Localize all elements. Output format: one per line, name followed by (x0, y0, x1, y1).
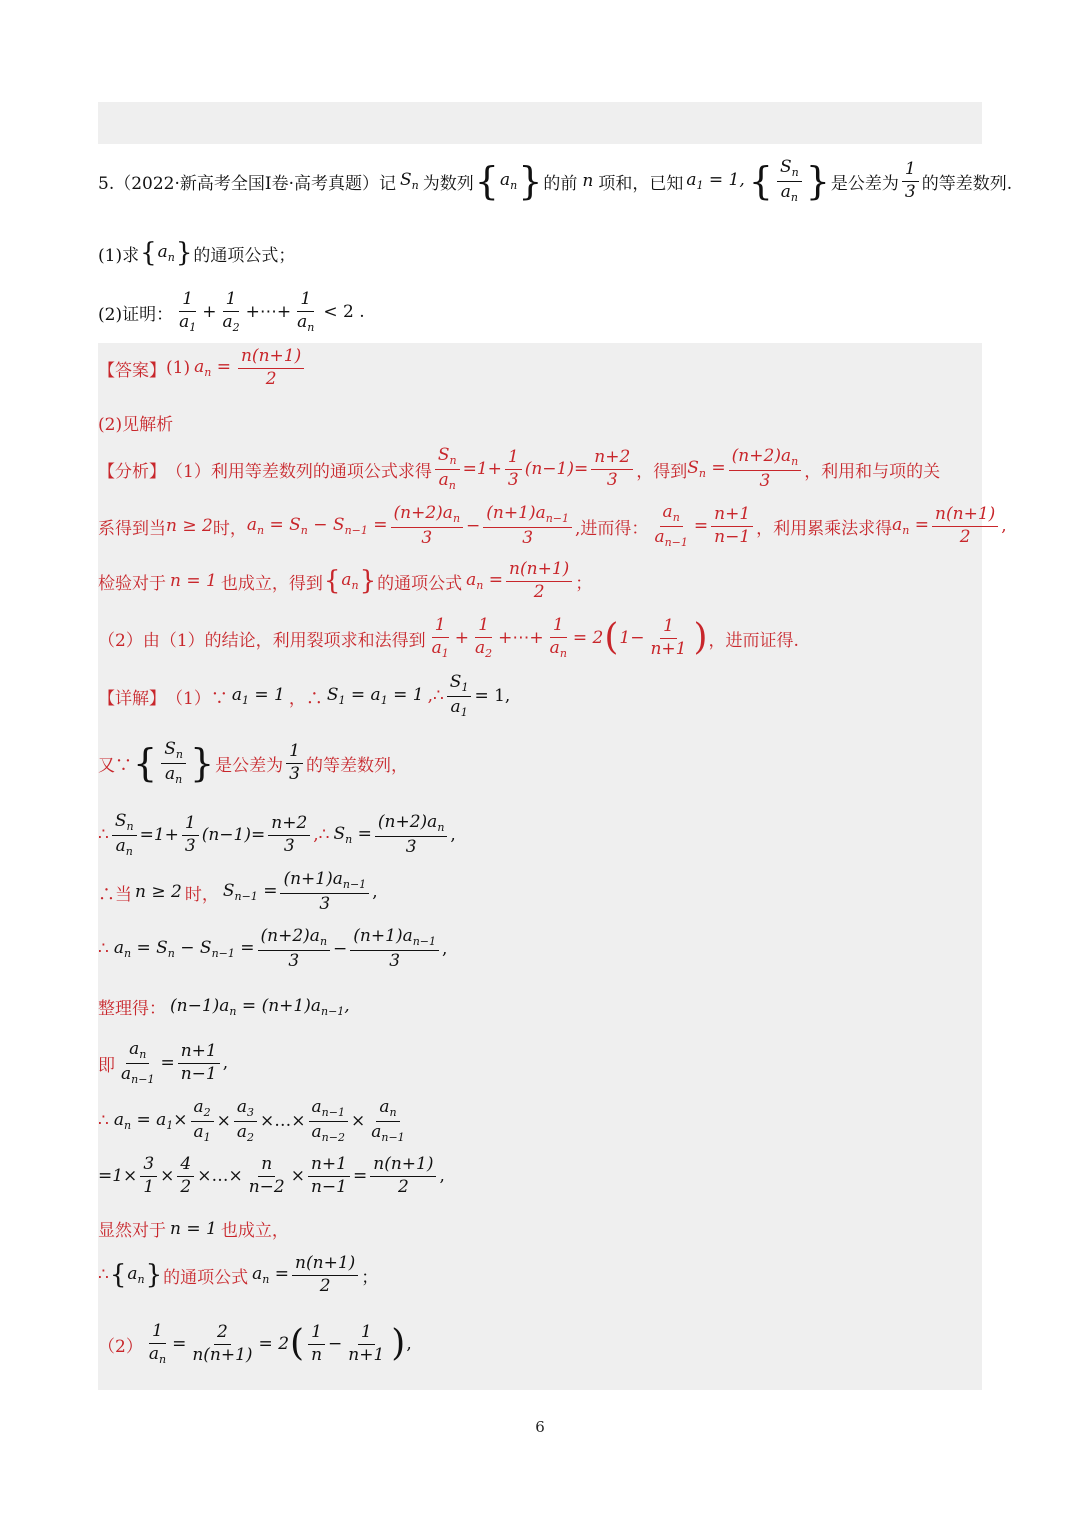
analysis-line-3: 检验对于 n = 1 也成立，得到 { $a_n$ } 的通项公式 $a_n$ = $\frac{n(n+1)}{2}$ ； (98, 559, 593, 602)
detail-label: 【详解】 (98, 688, 166, 709)
problem-statement: 5.（2022·新高考全国I卷·高考真题）记 $S_n$ 为数列 { $a_n$ } 的前 n 项和，已知 $a_1 = 1$, { $\frac{S_n}{a_n}$ } 是公差为 $\frac{1}{3}$ 的等差数列. (98, 157, 1013, 204)
detail-line-6: 整理得： $(n-1)a_n = (n+1)a_{n-1}$, (98, 995, 350, 1019)
answer-line: 【答案】 (1) $a_n$ = $\frac{n(n+1)}{2}$ (98, 347, 307, 389)
analysis-line-1: 【分析】 （1）利用等差数列的通项公式求得 $\frac{S_n}{a_n}$ =1+ $\frac{1}{3}$ (n−1)= $\frac{n+2}{3}$ ，得到 $S_n$ = $\frac{(n+2)a_n}{3}$ ，利用和与项的关 (98, 445, 941, 492)
gray-band (98, 102, 982, 144)
answer-part-2: (2)见解析 (98, 415, 174, 435)
detail-line-3: ∴ $\frac{S_n}{a_n}$ =1+ $\frac{1}{3}$ (n−1)= $\frac{n+2}{3}$ ,∴ $S_n$ = $\frac{(n+2)a_n}{3}$ , (98, 811, 456, 858)
detail-line-1: 【详解】 （1）∵ $a_1 = 1$ ，∴ $S_1 = a_1 = 1$ ,∴ $\frac{S_1}{a_1}$ = 1, (98, 672, 511, 719)
detail-line-10: 显然对于 n = 1 也成立， (98, 1218, 289, 1241)
problem-prefix: 5.（2022·新高考全国I卷·高考真题）记 (98, 173, 397, 194)
detail-line-2: 又∵ { $\frac{S_n}{a_n}$ } 是公差为 $\frac{1}{3}$ 的等差数列， (98, 739, 408, 786)
page-number: 6 (535, 1418, 545, 1436)
detail-line-11: ∴ { $a_n$ } 的通项公式 $a_n$ = $\frac{n(n+1)}{2}$ ； (98, 1253, 379, 1296)
detail-line-8: ∴ $a_n = a_1\times$ $\frac{a_2}{a_1}$ × $\frac{a_3}{a_2}$ ×…× $\frac{a_{n-1}}{a_{n-2}}$ × $\frac{a_n}{a_{n-1}}$ (98, 1097, 405, 1144)
detail-line-5: ∴ $a_n = S_n - S_{n-1}$ = $\frac{(n+2)a_n}{3}$ − $\frac{(n+1)a_{n-1}}{3}$ , (98, 926, 448, 971)
detail-line-4: ∴当 n ≥ 2 时， $S_{n-1}$ = $\frac{(n+1)a_{n-1}}{3}$ , (98, 869, 378, 914)
detail-line-7: 即 $\frac{a_n}{a_{n-1}}$ = $\frac{n+1}{n-1}$ , (98, 1039, 229, 1086)
analysis-label: 【分析】 (98, 461, 166, 482)
answer-label: 【答案】 (98, 360, 166, 381)
analysis-line-2: 系得到当 n ≥ 2 时， $a_n = S_n - S_{n-1}$ = $\frac{(n+2)a_n}{3}$ − $\frac{(n+1)a_{n-1}}{3}$ ,进而得： $\frac{a_n}{a_{n-1}}$ = $\frac{n+1}{n-1}$ ，利用累乘法求得 $a_n$ = $\frac{n(n+1)}{2}$ , (98, 502, 1007, 549)
detail-line-9: =1× $\frac{3}{1}$ × $\frac{4}{2}$ ×…× $\frac{n}{n-2}$ × $\frac{n+1}{n-1}$ = $\frac{n(n+1)}{2}$ , (98, 1154, 445, 1197)
analysis-line-4: （2）由（1）的结论，利用裂项求和法得到 $\frac{1}{a_1}$ + $\frac{1}{a_2}$ +⋯+ $\frac{1}{a_n}$ = 2 ( 1− $\frac{1}{n+1}$ ) ，进而证得. (98, 615, 799, 660)
question-1: (1)求 { $a_n$ } 的通项公式； (98, 238, 296, 268)
detail-line-12: （2） $\frac{1}{a_n}$ = $\frac{2}{n(n+1)}$ = 2 ( $\frac{1}{n}$ − $\frac{1}{n+1}$ ) , (98, 1321, 412, 1366)
question-2: (2)证明： $\frac{1}{a_1}$ + $\frac{1}{a_2}$ +⋯+ $\frac{1}{a_n}$ < 2 . (98, 289, 365, 334)
